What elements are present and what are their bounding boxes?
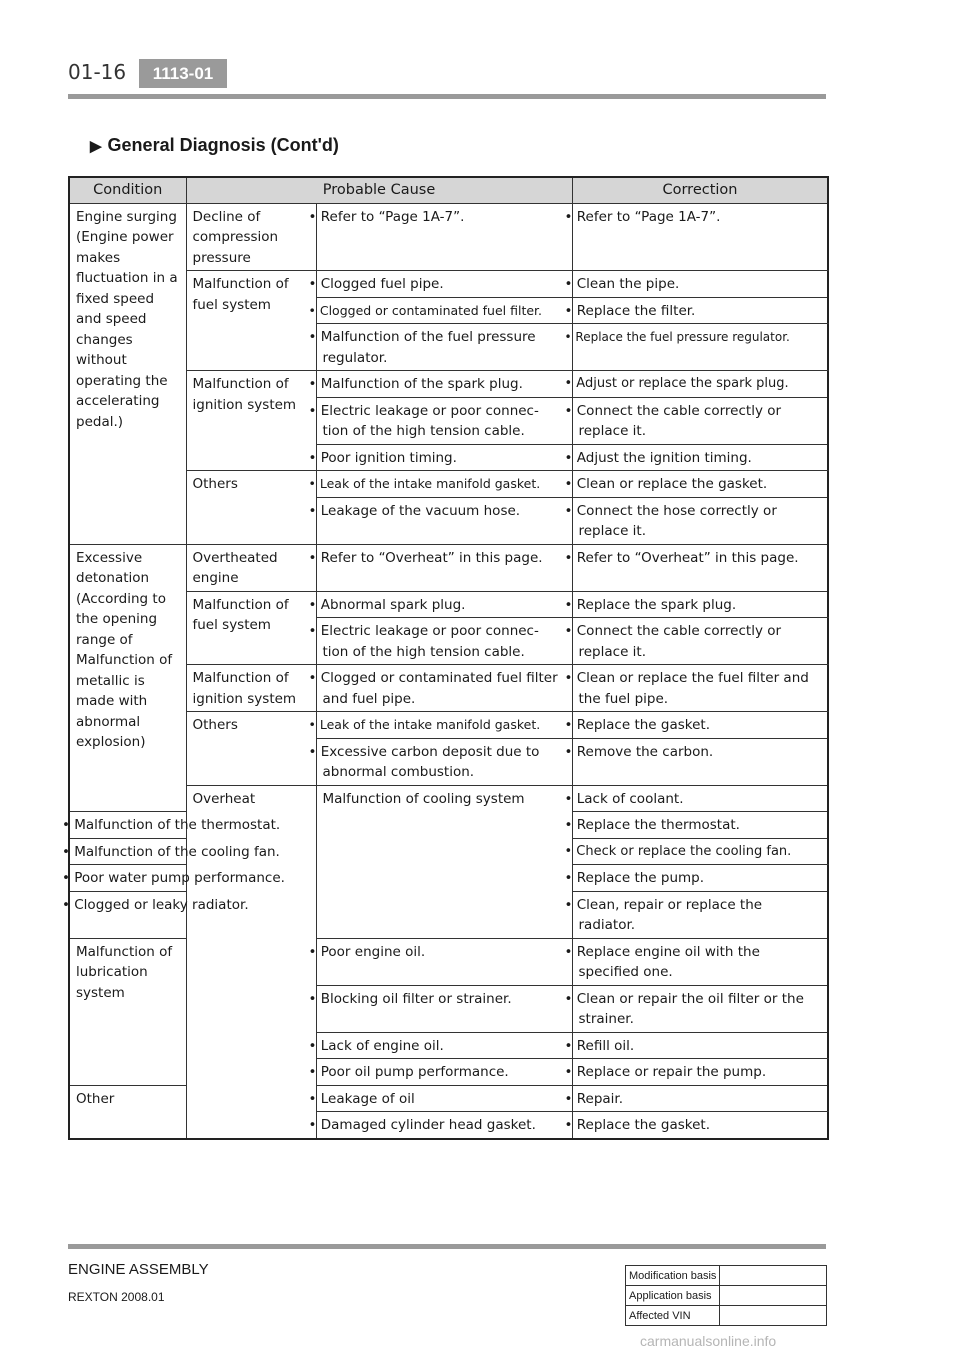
- correction-cell: • Replace the filter.: [572, 297, 828, 324]
- cause-detail: • Leak of the intake manifold gasket.: [316, 471, 572, 498]
- modification-box: [625, 1265, 827, 1326]
- cause-cell: Malfunction of cooling system: [316, 785, 572, 938]
- cause-detail: • Electric leakage or poor connec- tion of the high tension cable.: [316, 618, 572, 665]
- cause-detail: • Refer to “Overheat” in this page.: [316, 544, 572, 591]
- triangle-bullet-icon: ▶: [90, 138, 102, 155]
- correction-cell: • Replace the gasket.: [572, 712, 828, 739]
- table-row: [69, 938, 828, 985]
- cause-cell: Malfunction of lubrication system: [69, 938, 186, 1085]
- modification-basis-value: [720, 1266, 827, 1286]
- correction-cell: • Adjust the ignition timing.: [572, 444, 828, 471]
- correction-cell: • Connect the cable correctly or replace it.: [572, 397, 828, 444]
- vin-row: [626, 1306, 827, 1326]
- correction-cell: • Replace engine oil with the specified one.: [572, 938, 828, 985]
- cause-detail: • Clogged fuel pipe.: [316, 271, 572, 298]
- cause-detail: • Excessive carbon deposit due to abnormal combustion.: [316, 738, 572, 785]
- cause-detail: • Clogged or contaminated fuel filter and fuel pipe.: [316, 665, 572, 712]
- cause-cell: Malfunction of ignition system: [186, 665, 316, 712]
- correction-cell: • Check or replace the cooling fan.: [572, 838, 828, 865]
- correction-cell: • Clean or repair the oil filter or the strainer.: [572, 985, 828, 1032]
- correction-cell: • Clean the pipe.: [572, 271, 828, 298]
- section-title-text: General Diagnosis (Cont'd): [107, 135, 339, 155]
- application-basis-value: [720, 1286, 827, 1306]
- footer-rule: [68, 1244, 826, 1249]
- header-rule: [68, 94, 826, 99]
- condition-cell: Overheat: [186, 785, 316, 1139]
- cause-cell: Others: [186, 471, 316, 545]
- application-basis-label: Application basis: [626, 1286, 720, 1306]
- cause-cell: Malfunction of fuel system: [186, 591, 316, 665]
- cause-cell: Other: [69, 1085, 186, 1139]
- cause-detail: • Clogged or contaminated fuel filter.: [316, 297, 572, 324]
- cause-detail: • Poor ignition timing.: [316, 444, 572, 471]
- correction-cell: • Clean or replace the fuel filter and the fuel pipe.: [572, 665, 828, 712]
- condition-cell: Excessive detonation (According to the opening range of Malfunction of metallic is made with abnormal explosion): [69, 544, 186, 812]
- cause-detail: • Poor water pump performance.: [69, 865, 186, 892]
- affected-vin-label: Affected VIN: [626, 1306, 720, 1326]
- table-header-row: [69, 177, 828, 203]
- cause-detail: • Damaged cylinder head gasket.: [316, 1112, 572, 1139]
- section-code-badge: 1113-01: [139, 59, 227, 88]
- correction-cell: • Connect the cable correctly or replace it.: [572, 618, 828, 665]
- header-probable-cause: Probable Cause: [186, 177, 572, 203]
- cause-detail: • Lack of coolant.: [572, 785, 828, 812]
- condition-cell: Engine surging (Engine power makes fluctuation in a fixed speed and speed changes without operating the accelerating pedal.): [69, 203, 186, 544]
- diagnosis-table: [62, 176, 829, 1140]
- affected-vin-value: [720, 1306, 827, 1326]
- cause-detail: • Malfunction of the thermostat.: [69, 812, 186, 839]
- cause-detail: • Leakage of oil: [316, 1085, 572, 1112]
- watermark: carmanualsonline.info: [640, 1333, 777, 1349]
- cause-cell: Malfunction of ignition system: [186, 371, 316, 471]
- correction-cell: • Clean, repair or replace the radiator.: [572, 891, 828, 938]
- modification-row: [626, 1266, 827, 1286]
- cause-detail: • Abnormal spark plug.: [316, 591, 572, 618]
- table-row: [69, 1085, 828, 1112]
- section-title: [90, 135, 339, 156]
- correction-cell: • Remove the carbon.: [572, 738, 828, 785]
- correction-cell: • Adjust or replace the spark plug.: [572, 371, 828, 398]
- correction-cell: • Replace the pump.: [572, 865, 828, 892]
- application-row: [626, 1286, 827, 1306]
- cause-detail: • Poor oil pump performance.: [316, 1059, 572, 1086]
- cause-detail: • Poor engine oil.: [316, 938, 572, 985]
- page-number: 01-16: [68, 60, 127, 84]
- cause-cell: Decline of compression pressure: [186, 203, 316, 271]
- cause-detail: • Malfunction of the cooling fan.: [69, 838, 186, 865]
- cause-detail: • Refer to “Page 1A-7”.: [316, 203, 572, 271]
- cause-detail: • Clogged or leaky radiator.: [69, 891, 186, 938]
- cause-detail: • Malfunction of the spark plug.: [316, 371, 572, 398]
- correction-cell: • Replace the spark plug.: [572, 591, 828, 618]
- footer-title: ENGINE ASSEMBLY: [68, 1261, 209, 1278]
- correction-cell: • Connect the hose correctly or replace it.: [572, 497, 828, 544]
- correction-cell: • Replace the thermostat.: [572, 812, 828, 839]
- cause-detail: • Leakage of the vacuum hose.: [316, 497, 572, 544]
- cause-cell: Malfunction of fuel system: [186, 271, 316, 371]
- modification-basis-label: Modification basis: [626, 1266, 720, 1286]
- cause-detail: • Blocking oil filter or strainer.: [316, 985, 572, 1032]
- cause-detail: • Lack of engine oil.: [316, 1032, 572, 1059]
- cause-detail: • Leak of the intake manifold gasket.: [316, 712, 572, 739]
- correction-cell: • Replace the fuel pressure regulator.: [572, 324, 828, 371]
- correction-cell: • Replace or repair the pump.: [572, 1059, 828, 1086]
- correction-cell: • Refer to “Page 1A-7”.: [572, 203, 828, 271]
- cause-cell: Others: [186, 712, 316, 786]
- table-row: [69, 203, 828, 271]
- footer-subtitle: REXTON 2008.01: [68, 1290, 165, 1304]
- correction-cell: • Refill oil.: [572, 1032, 828, 1059]
- cause-detail: • Electric leakage or poor connec- tion of the high tension cable.: [316, 397, 572, 444]
- cause-cell: Overtheated engine: [186, 544, 316, 591]
- correction-cell: • Refer to “Overheat” in this page.: [572, 544, 828, 591]
- cause-detail: • Malfunction of the fuel pressure regulator.: [316, 324, 572, 371]
- correction-cell: • Repair.: [572, 1085, 828, 1112]
- table-row: [69, 544, 828, 591]
- header-correction: Correction: [572, 177, 828, 203]
- correction-cell: • Clean or replace the gasket.: [572, 471, 828, 498]
- header-condition: Condition: [69, 177, 186, 203]
- correction-cell: • Replace the gasket.: [572, 1112, 828, 1139]
